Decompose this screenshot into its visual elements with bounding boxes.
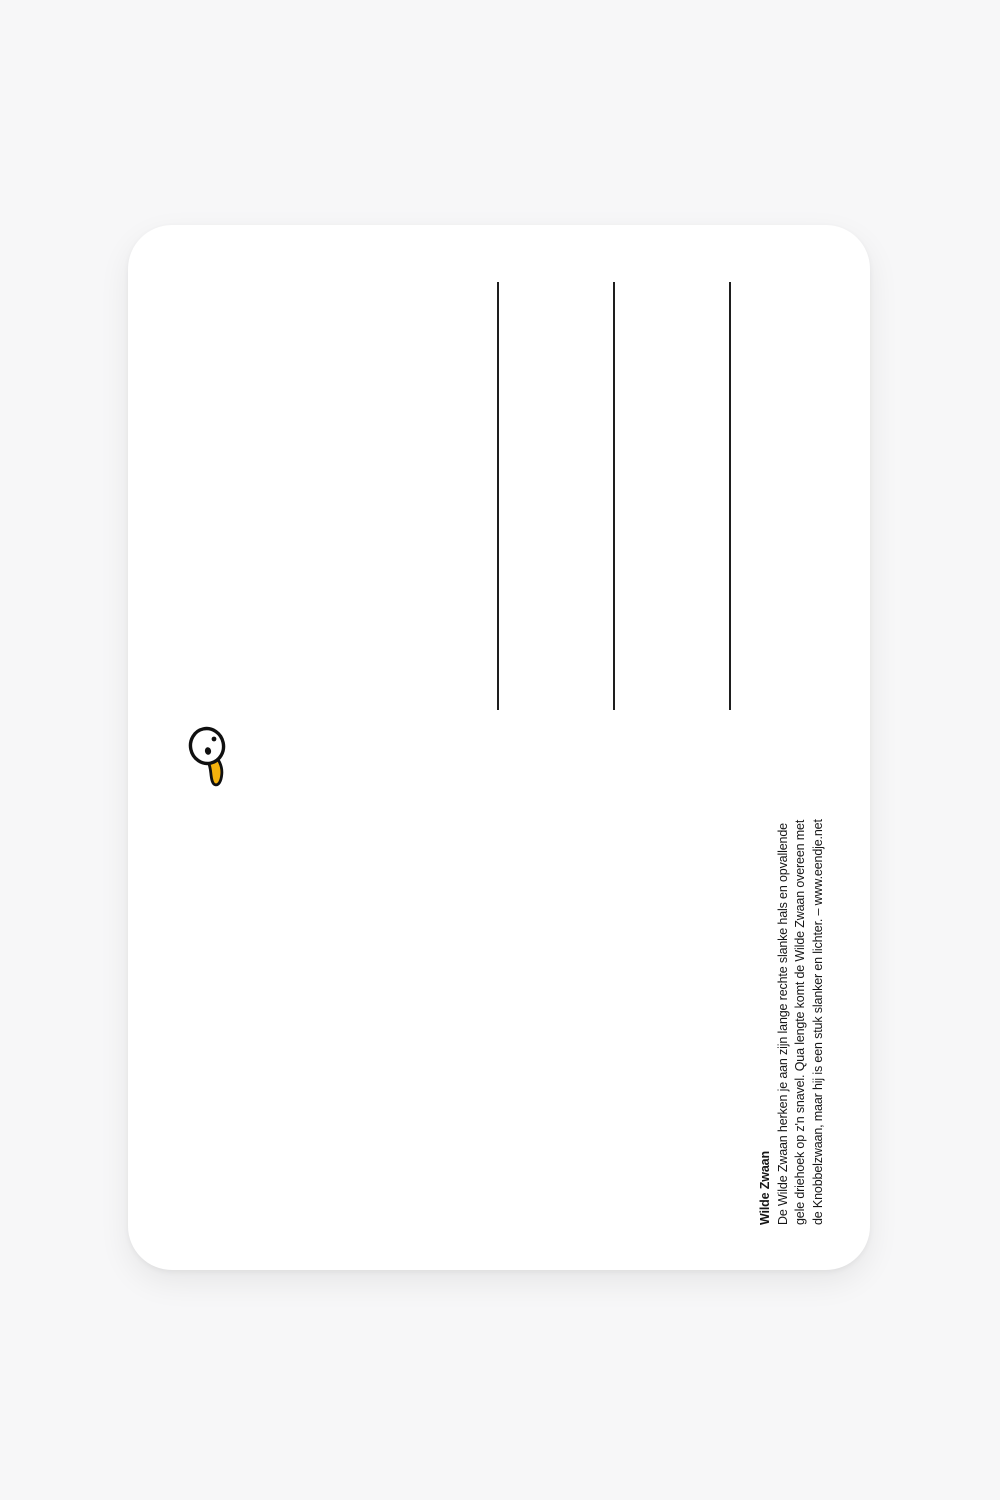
postcard-back [128, 225, 870, 1270]
address-line [729, 282, 731, 710]
bird-description-line: gele driehoek op z'n snavel. Qua lengte komt de Wilde Zwaan overeen met [793, 819, 807, 1225]
bird-description-line: de Knobbelzwaan, maar hij is een stuk slanker en lichter. – www.eendje.net [810, 819, 825, 1225]
address-line [497, 282, 499, 710]
bird-description [757, 805, 827, 1225]
bird-description-line: De Wilde Zwaan herken je aan zijn lange rechte slanke hals en opvallende [775, 823, 790, 1225]
swan-head-icon [180, 720, 240, 792]
address-line [613, 282, 615, 710]
bird-name-title: Wilde Zwaan [758, 1151, 772, 1225]
swan-eye-dot [212, 737, 217, 742]
swan-head [187, 725, 227, 766]
swan-head-icon-svg [180, 720, 240, 792]
